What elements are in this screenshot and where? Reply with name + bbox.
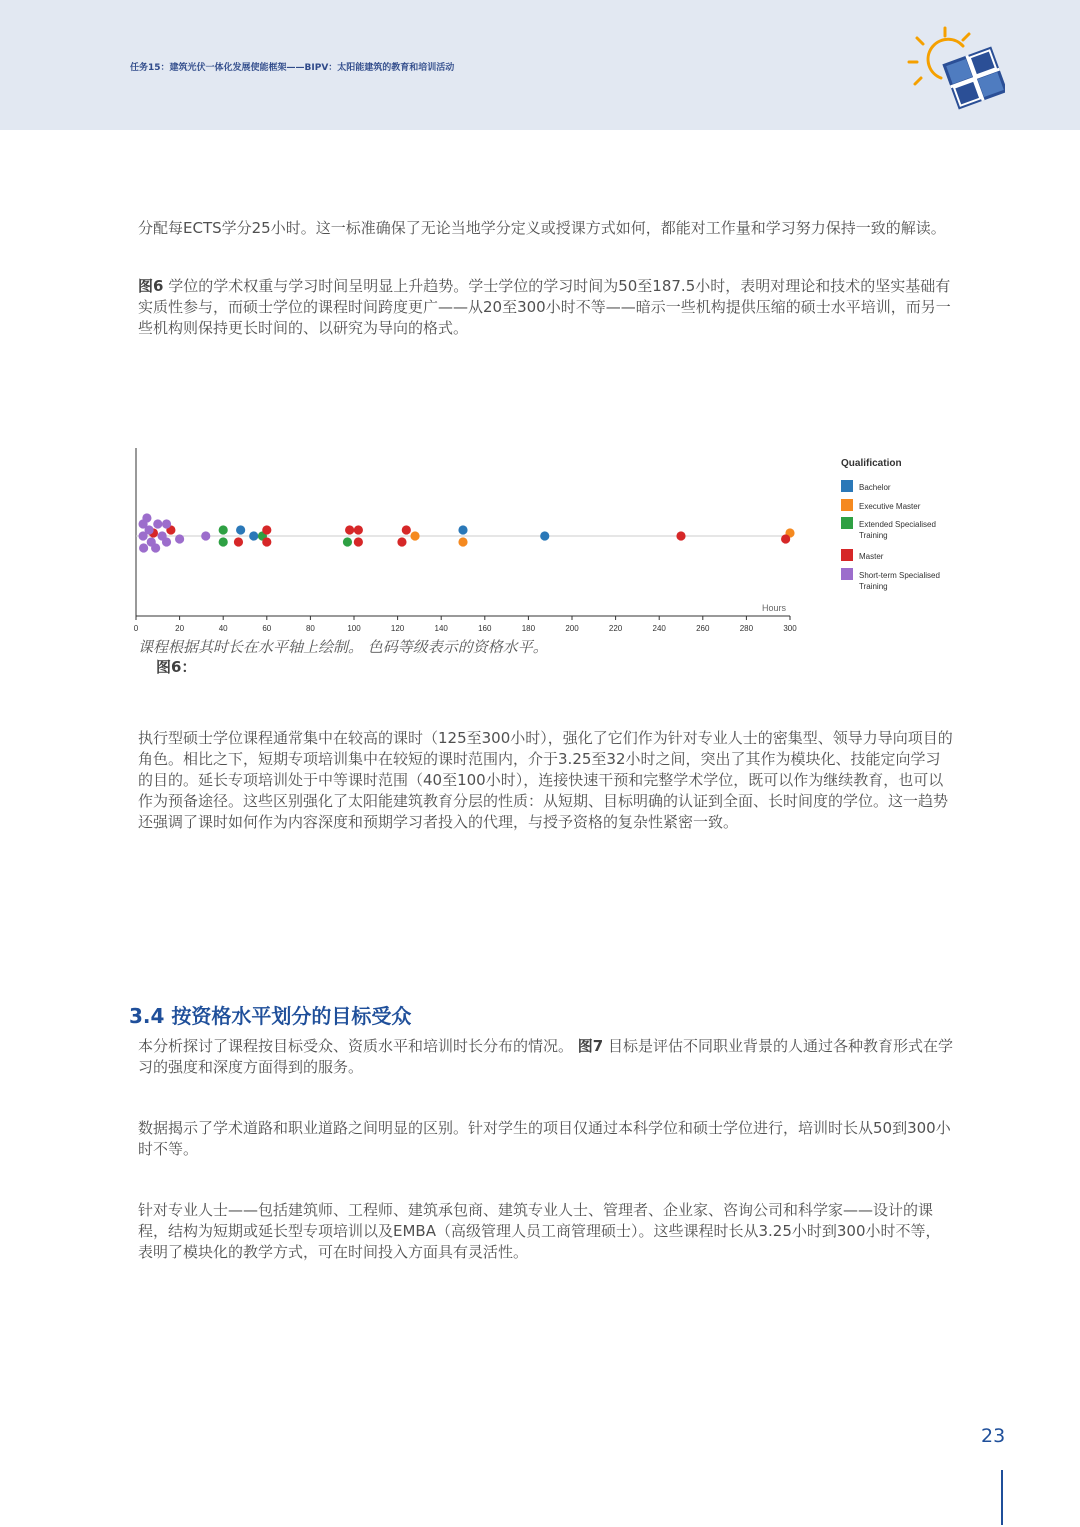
legend-swatch (841, 480, 853, 492)
data-point (402, 525, 411, 534)
data-point (781, 534, 790, 543)
legend-label: Executive Master (859, 502, 921, 511)
data-point (345, 525, 354, 534)
header-title: 任务15：建筑光伏一体化发展使能框架——BIPV：太阳能建筑的教育和培训活动 (130, 63, 455, 73)
figure7-reference: 图7 (577, 1037, 604, 1055)
data-point (354, 525, 363, 534)
legend-label: Extended Specialised (859, 520, 936, 529)
legend-label: Bachelor (859, 483, 891, 492)
legend-swatch (841, 517, 853, 529)
x-tick-label: 180 (521, 624, 536, 633)
x-tick-label: 200 (565, 624, 579, 633)
data-point (236, 525, 245, 534)
section-title: 3.4 按资格水平划分的目标受众 (129, 1004, 412, 1028)
data-point (144, 525, 153, 534)
page-number-rule (1001, 1470, 1003, 1525)
x-tick-label: 140 (434, 624, 448, 633)
figure6-reference: 图6 (138, 277, 164, 295)
legend-swatch (841, 499, 853, 511)
figure6-caption (138, 637, 558, 677)
data-point (343, 537, 352, 546)
legend-label: Training (859, 531, 888, 540)
x-tick-label: 60 (262, 624, 272, 633)
paragraph-target-audience-b: 目标是评估不同职业背景的人通过各种教育形式在学习的强度和深度方面得到的服务。 (138, 1037, 953, 1076)
x-tick-label: 120 (390, 624, 405, 633)
x-tick-label: 220 (608, 624, 623, 633)
solar-logo-icon (905, 26, 1005, 110)
x-tick-label: 40 (218, 624, 228, 633)
paragraph-figure6-intro (138, 276, 953, 339)
data-point (219, 525, 228, 534)
x-tick-label: 0 (133, 624, 139, 633)
data-point (458, 537, 467, 546)
legend-title: Qualification (841, 458, 902, 469)
paragraph-academic-path: 数据揭示了学术道路和职业道路之间明显的区别。针对学生的项目仅通过本科学位和硕士学位进行，培训时长从50到300小时不等。 (138, 1119, 951, 1158)
qualification-hours-chart (128, 440, 968, 640)
x-tick-label: 240 (652, 624, 666, 633)
x-tick-label: 260 (696, 624, 710, 633)
page-header (0, 0, 1080, 130)
legend-swatch (841, 568, 853, 580)
x-tick-label: 80 (305, 624, 315, 633)
data-point (139, 543, 148, 552)
x-tick-label: 100 (347, 624, 361, 633)
paragraph-professional-path: 针对专业人士——包括建筑师、工程师、建筑承包商、建筑专业人士、管理者、企业家、咨询公司和科学家——设计的课程，结构为短期或延长型专项培训以及EMBA（高级管理人员工商管理硕士）。这些课程时长从3.25小时到300小时不等，表明了模块化的教学方式，可在时间投入方面具有灵活性。 (138, 1201, 941, 1261)
figure6-caption-ref: 图6： (156, 658, 197, 676)
data-point (458, 525, 467, 534)
legend-label: Training (859, 582, 888, 591)
data-point (162, 519, 171, 528)
data-point (249, 531, 258, 540)
x-tick-label: 160 (478, 624, 492, 633)
page-number: 23 (981, 1425, 1006, 1447)
data-point (397, 537, 406, 546)
x-axis-label: Hours (761, 603, 786, 613)
data-point (162, 537, 171, 546)
figure6-caption-text: 课程根据其时长在水平轴上绘制。 色码等级表示的资格水平。 (138, 638, 548, 656)
data-point (262, 537, 271, 546)
data-point (234, 537, 243, 546)
data-point (410, 531, 419, 540)
data-point (219, 537, 228, 546)
data-point (262, 525, 271, 534)
data-point (151, 543, 160, 552)
legend-label: Master (859, 552, 884, 561)
paragraph-target-audience (138, 1036, 953, 1078)
x-tick-label: 300 (783, 624, 797, 633)
data-point (175, 534, 184, 543)
data-point (201, 531, 210, 540)
legend-label: Short-term Specialised (859, 571, 940, 580)
paragraph-figure6-text: 学位的学术权重与学习时间呈明显上升趋势。学士学位的学习时间为50至187.5小时，表明对理论和技术的坚实基础有实质性参与，而硕士学位的课程时间跨度更广——从20至300小时不等——暗示一些机构提供压缩的硕士水平培训，而另一些机构则保持更长时间的、以研究为导向的格式。 (138, 277, 951, 337)
data-point (540, 531, 549, 540)
data-point (354, 537, 363, 546)
data-point (676, 531, 685, 540)
data-point (153, 519, 162, 528)
paragraph-target-audience-a: 本分析探讨了课程按目标受众、资质水平和培训时长分布的情况。 (138, 1037, 578, 1055)
legend-swatch (841, 549, 853, 561)
paragraph-executive-master: 执行型硕士学位课程通常集中在较高的课时（125至300小时），强化了它们作为针对专业人士的密集型、领导力导向项目的角色。相比之下，短期专项培训集中在较短的课时范围内，介于3.25至32小时之间，突出了其作为模块化、技能定向学习的目的。延长专项培训处于中等课时范围（40至100小时），连接快速干预和完整学术学位，既可以作为继续教育，也可以作为预备途径。这些区别强化了太阳能建筑教育分层的性质：从短期、目标明确的认证到全面、长时间度的学位。这一趋势还强调了课时如何作为内容深度和预期学习者投入的代理，与授予资格的复杂性紧密一致。 (138, 729, 953, 831)
x-tick-label: 20 (175, 624, 185, 633)
data-point (142, 513, 151, 522)
x-tick-label: 280 (739, 624, 754, 633)
paragraph-ects: 分配每ECTS学分25小时。这一标准确保了无论当地学分定义或授课方式如何，都能对工作量和学习努力保持一致的解读。 (138, 219, 946, 237)
